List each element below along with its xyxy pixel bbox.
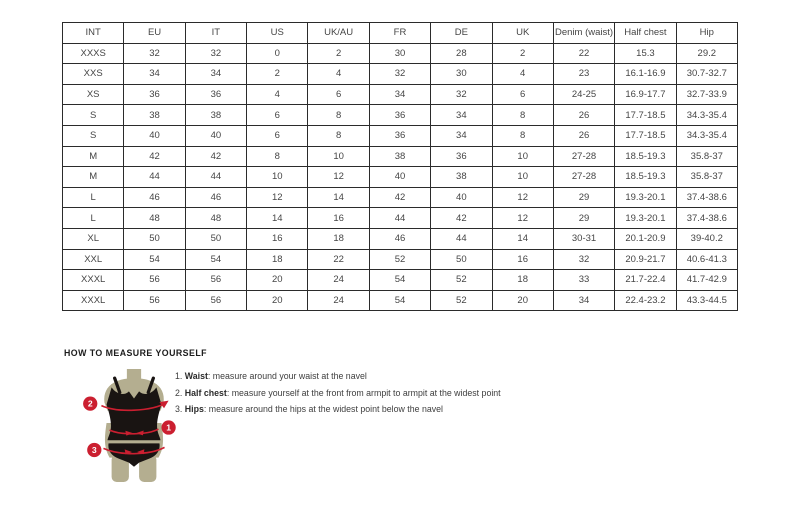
table-cell: 14 — [492, 228, 553, 249]
table-row — [63, 208, 738, 229]
size-chart-body — [63, 43, 738, 311]
table-cell: 14 — [247, 208, 308, 229]
table-cell: 42 — [431, 208, 492, 229]
table-cell: 40.6-41.3 — [676, 249, 737, 270]
instruction-item — [175, 388, 595, 399]
table-cell: 44 — [431, 228, 492, 249]
table-cell: 30.7-32.7 — [676, 64, 737, 85]
table-cell: 14 — [308, 187, 369, 208]
table-cell: 4 — [308, 64, 369, 85]
table-cell: 46 — [185, 187, 246, 208]
table-cell: 52 — [431, 290, 492, 311]
instruction-item — [175, 404, 595, 415]
table-cell: 8 — [247, 146, 308, 167]
table-row — [63, 270, 738, 291]
table-cell: 8 — [308, 125, 369, 146]
table-cell: 35.8-37 — [676, 167, 737, 188]
table-cell: 52 — [369, 249, 430, 270]
table-cell: 44 — [124, 167, 185, 188]
table-cell: 29 — [553, 187, 614, 208]
table-cell: XXL — [63, 249, 124, 270]
table-cell: 24-25 — [553, 84, 614, 105]
instruction-label: Waist — [184, 371, 208, 381]
header-cell: FR — [369, 23, 430, 44]
table-cell: 40 — [124, 125, 185, 146]
table-cell: 36 — [369, 105, 430, 126]
table-cell: 20.9-21.7 — [615, 249, 676, 270]
instruction-number: 2. — [175, 387, 185, 398]
table-cell: 42 — [124, 146, 185, 167]
table-cell: 10 — [492, 146, 553, 167]
size-chart-table — [62, 22, 738, 311]
marker-chest — [83, 397, 97, 411]
table-cell: 17.7-18.5 — [615, 125, 676, 146]
table-cell: 41.7-42.9 — [676, 270, 737, 291]
table-cell: 24 — [308, 290, 369, 311]
instruction-label: Hips — [184, 404, 204, 415]
table-cell: M — [63, 146, 124, 167]
table-cell: 39-40.2 — [676, 228, 737, 249]
table-cell: 18.5-19.3 — [615, 167, 676, 188]
table-cell: 16 — [247, 228, 308, 249]
table-row — [63, 43, 738, 64]
table-cell: 38 — [185, 105, 246, 126]
table-cell: 12 — [492, 208, 553, 229]
header-cell: UK/AU — [308, 23, 369, 44]
table-cell: 6 — [247, 105, 308, 126]
table-cell: 20 — [247, 290, 308, 311]
instruction-number: 3. — [175, 404, 185, 415]
header-cell: IT — [185, 23, 246, 44]
table-cell: 19.3-20.1 — [615, 187, 676, 208]
table-cell: 54 — [124, 249, 185, 270]
header-cell: Hip — [676, 23, 737, 44]
table-cell: 10 — [492, 167, 553, 188]
table-row — [63, 64, 738, 85]
table-cell: 21.7-22.4 — [615, 270, 676, 291]
table-cell: XXXL — [63, 290, 124, 311]
table-cell: 34 — [124, 64, 185, 85]
table-cell: 34 — [431, 105, 492, 126]
table-cell: 10 — [308, 146, 369, 167]
table-row — [63, 228, 738, 249]
table-cell: 46 — [369, 228, 430, 249]
table-row — [63, 290, 738, 311]
table-cell: 18 — [247, 249, 308, 270]
table-cell: 6 — [308, 84, 369, 105]
table-cell: 29 — [553, 208, 614, 229]
table-cell: 34 — [553, 290, 614, 311]
measure-section-title: HOW TO MEASURE YOURSELF — [64, 348, 207, 358]
table-cell: 34 — [431, 125, 492, 146]
table-cell: 4 — [247, 84, 308, 105]
table-cell: 38 — [431, 167, 492, 188]
table-cell: 16.9-17.7 — [615, 84, 676, 105]
marker-hips — [87, 443, 101, 457]
marker-waist — [161, 420, 175, 434]
table-cell: 10 — [247, 167, 308, 188]
table-cell: 33 — [553, 270, 614, 291]
table-cell: 36 — [431, 146, 492, 167]
table-cell: 32 — [185, 43, 246, 64]
table-cell: 4 — [492, 64, 553, 85]
marker-chest-number: 2 — [87, 398, 93, 409]
header-cell: EU — [124, 23, 185, 44]
instruction-item — [175, 371, 595, 382]
instruction-text: : measure around the hips at the widest point below the navel — [203, 404, 443, 415]
table-cell: L — [63, 187, 124, 208]
table-cell: 27-28 — [553, 146, 614, 167]
table-cell: 16.1-16.9 — [615, 64, 676, 85]
table-cell: 50 — [431, 249, 492, 270]
table-cell: 22 — [308, 249, 369, 270]
size-chart-head-row — [63, 23, 738, 44]
table-cell: 18.5-19.3 — [615, 146, 676, 167]
table-cell: 56 — [185, 290, 246, 311]
table-cell: 29.2 — [676, 43, 737, 64]
instruction-label: Half chest — [184, 387, 227, 398]
table-cell: 54 — [185, 249, 246, 270]
table-cell: 20 — [492, 290, 553, 311]
header-cell: US — [247, 23, 308, 44]
table-cell: 32 — [431, 84, 492, 105]
header-cell: UK — [492, 23, 553, 44]
table-cell: 38 — [369, 146, 430, 167]
table-cell: 48 — [185, 208, 246, 229]
table-cell: 20.1-20.9 — [615, 228, 676, 249]
table-cell: 0 — [247, 43, 308, 64]
table-cell: 42 — [185, 146, 246, 167]
table-cell: 18 — [308, 228, 369, 249]
table-cell: 38 — [124, 105, 185, 126]
table-cell: 35.8-37 — [676, 146, 737, 167]
table-cell: 28 — [431, 43, 492, 64]
measure-instructions — [175, 371, 595, 421]
instruction-text: : measure yourself at the front from armpit to armpit at the widest point — [226, 387, 501, 398]
table-cell: 30 — [369, 43, 430, 64]
marker-waist-number: 1 — [166, 422, 172, 433]
table-cell: XXXL — [63, 270, 124, 291]
table-row — [63, 105, 738, 126]
table-cell: 6 — [492, 84, 553, 105]
table-cell: 20 — [247, 270, 308, 291]
table-cell: 16 — [308, 208, 369, 229]
table-cell: 48 — [124, 208, 185, 229]
table-cell: 12 — [492, 187, 553, 208]
mannequin-illustration-icon — [78, 368, 190, 482]
table-cell: 40 — [185, 125, 246, 146]
table-cell: 30 — [431, 64, 492, 85]
table-cell: 50 — [124, 228, 185, 249]
marker-hips-number: 3 — [91, 444, 97, 455]
table-cell: 19.3-20.1 — [615, 208, 676, 229]
table-cell: 23 — [553, 64, 614, 85]
table-cell: 36 — [124, 84, 185, 105]
table-cell: 52 — [431, 270, 492, 291]
table-cell: 16 — [492, 249, 553, 270]
table-cell: XXXS — [63, 43, 124, 64]
table-cell: 36 — [369, 125, 430, 146]
table-cell: 22.4-23.2 — [615, 290, 676, 311]
table-cell: 32 — [124, 43, 185, 64]
table-cell: 50 — [185, 228, 246, 249]
table-cell: 37.4-38.6 — [676, 208, 737, 229]
table-cell: 8 — [308, 105, 369, 126]
table-row — [63, 125, 738, 146]
table-row — [63, 187, 738, 208]
table-cell: 44 — [185, 167, 246, 188]
table-cell: 40 — [431, 187, 492, 208]
table-cell: 34.3-35.4 — [676, 125, 737, 146]
table-cell: 36 — [185, 84, 246, 105]
table-cell: 8 — [492, 105, 553, 126]
table-cell: 27-28 — [553, 167, 614, 188]
table-row — [63, 84, 738, 105]
table-cell: XXS — [63, 64, 124, 85]
table-row — [63, 167, 738, 188]
table-cell: 37.4-38.6 — [676, 187, 737, 208]
table-cell: 42 — [369, 187, 430, 208]
instruction-text: : measure around your waist at the navel — [207, 371, 367, 381]
table-cell: L — [63, 208, 124, 229]
table-cell: 26 — [553, 125, 614, 146]
table-cell: 18 — [492, 270, 553, 291]
table-cell: S — [63, 125, 124, 146]
table-cell: M — [63, 167, 124, 188]
table-cell: 8 — [492, 125, 553, 146]
header-cell: Half chest — [615, 23, 676, 44]
table-cell: 12 — [247, 187, 308, 208]
table-cell: 12 — [308, 167, 369, 188]
table-cell: 56 — [124, 270, 185, 291]
table-cell: 32 — [369, 64, 430, 85]
table-cell: 30-31 — [553, 228, 614, 249]
table-cell: 2 — [492, 43, 553, 64]
table-row — [63, 249, 738, 270]
table-cell: 2 — [308, 43, 369, 64]
table-cell: 2 — [247, 64, 308, 85]
table-cell: 6 — [247, 125, 308, 146]
table-cell: 26 — [553, 105, 614, 126]
table-cell: 17.7-18.5 — [615, 105, 676, 126]
table-cell: XL — [63, 228, 124, 249]
table-cell: 43.3-44.5 — [676, 290, 737, 311]
table-cell: 15.3 — [615, 43, 676, 64]
mannequin-figure — [78, 368, 190, 482]
table-cell: 32 — [553, 249, 614, 270]
table-cell: 32.7-33.9 — [676, 84, 737, 105]
table-cell: 54 — [369, 290, 430, 311]
table-cell: S — [63, 105, 124, 126]
header-cell: DE — [431, 23, 492, 44]
table-cell: 54 — [369, 270, 430, 291]
table-cell: 22 — [553, 43, 614, 64]
table-cell: XS — [63, 84, 124, 105]
table-cell: 24 — [308, 270, 369, 291]
header-cell: Denim (waist) — [553, 23, 614, 44]
table-cell: 56 — [124, 290, 185, 311]
table-cell: 34.3-35.4 — [676, 105, 737, 126]
table-cell: 44 — [369, 208, 430, 229]
table-cell: 40 — [369, 167, 430, 188]
header-cell: INT — [63, 23, 124, 44]
table-cell: 56 — [185, 270, 246, 291]
table-cell: 46 — [124, 187, 185, 208]
table-cell: 34 — [185, 64, 246, 85]
table-row — [63, 146, 738, 167]
instruction-number: 1. — [175, 371, 185, 381]
table-cell: 34 — [369, 84, 430, 105]
